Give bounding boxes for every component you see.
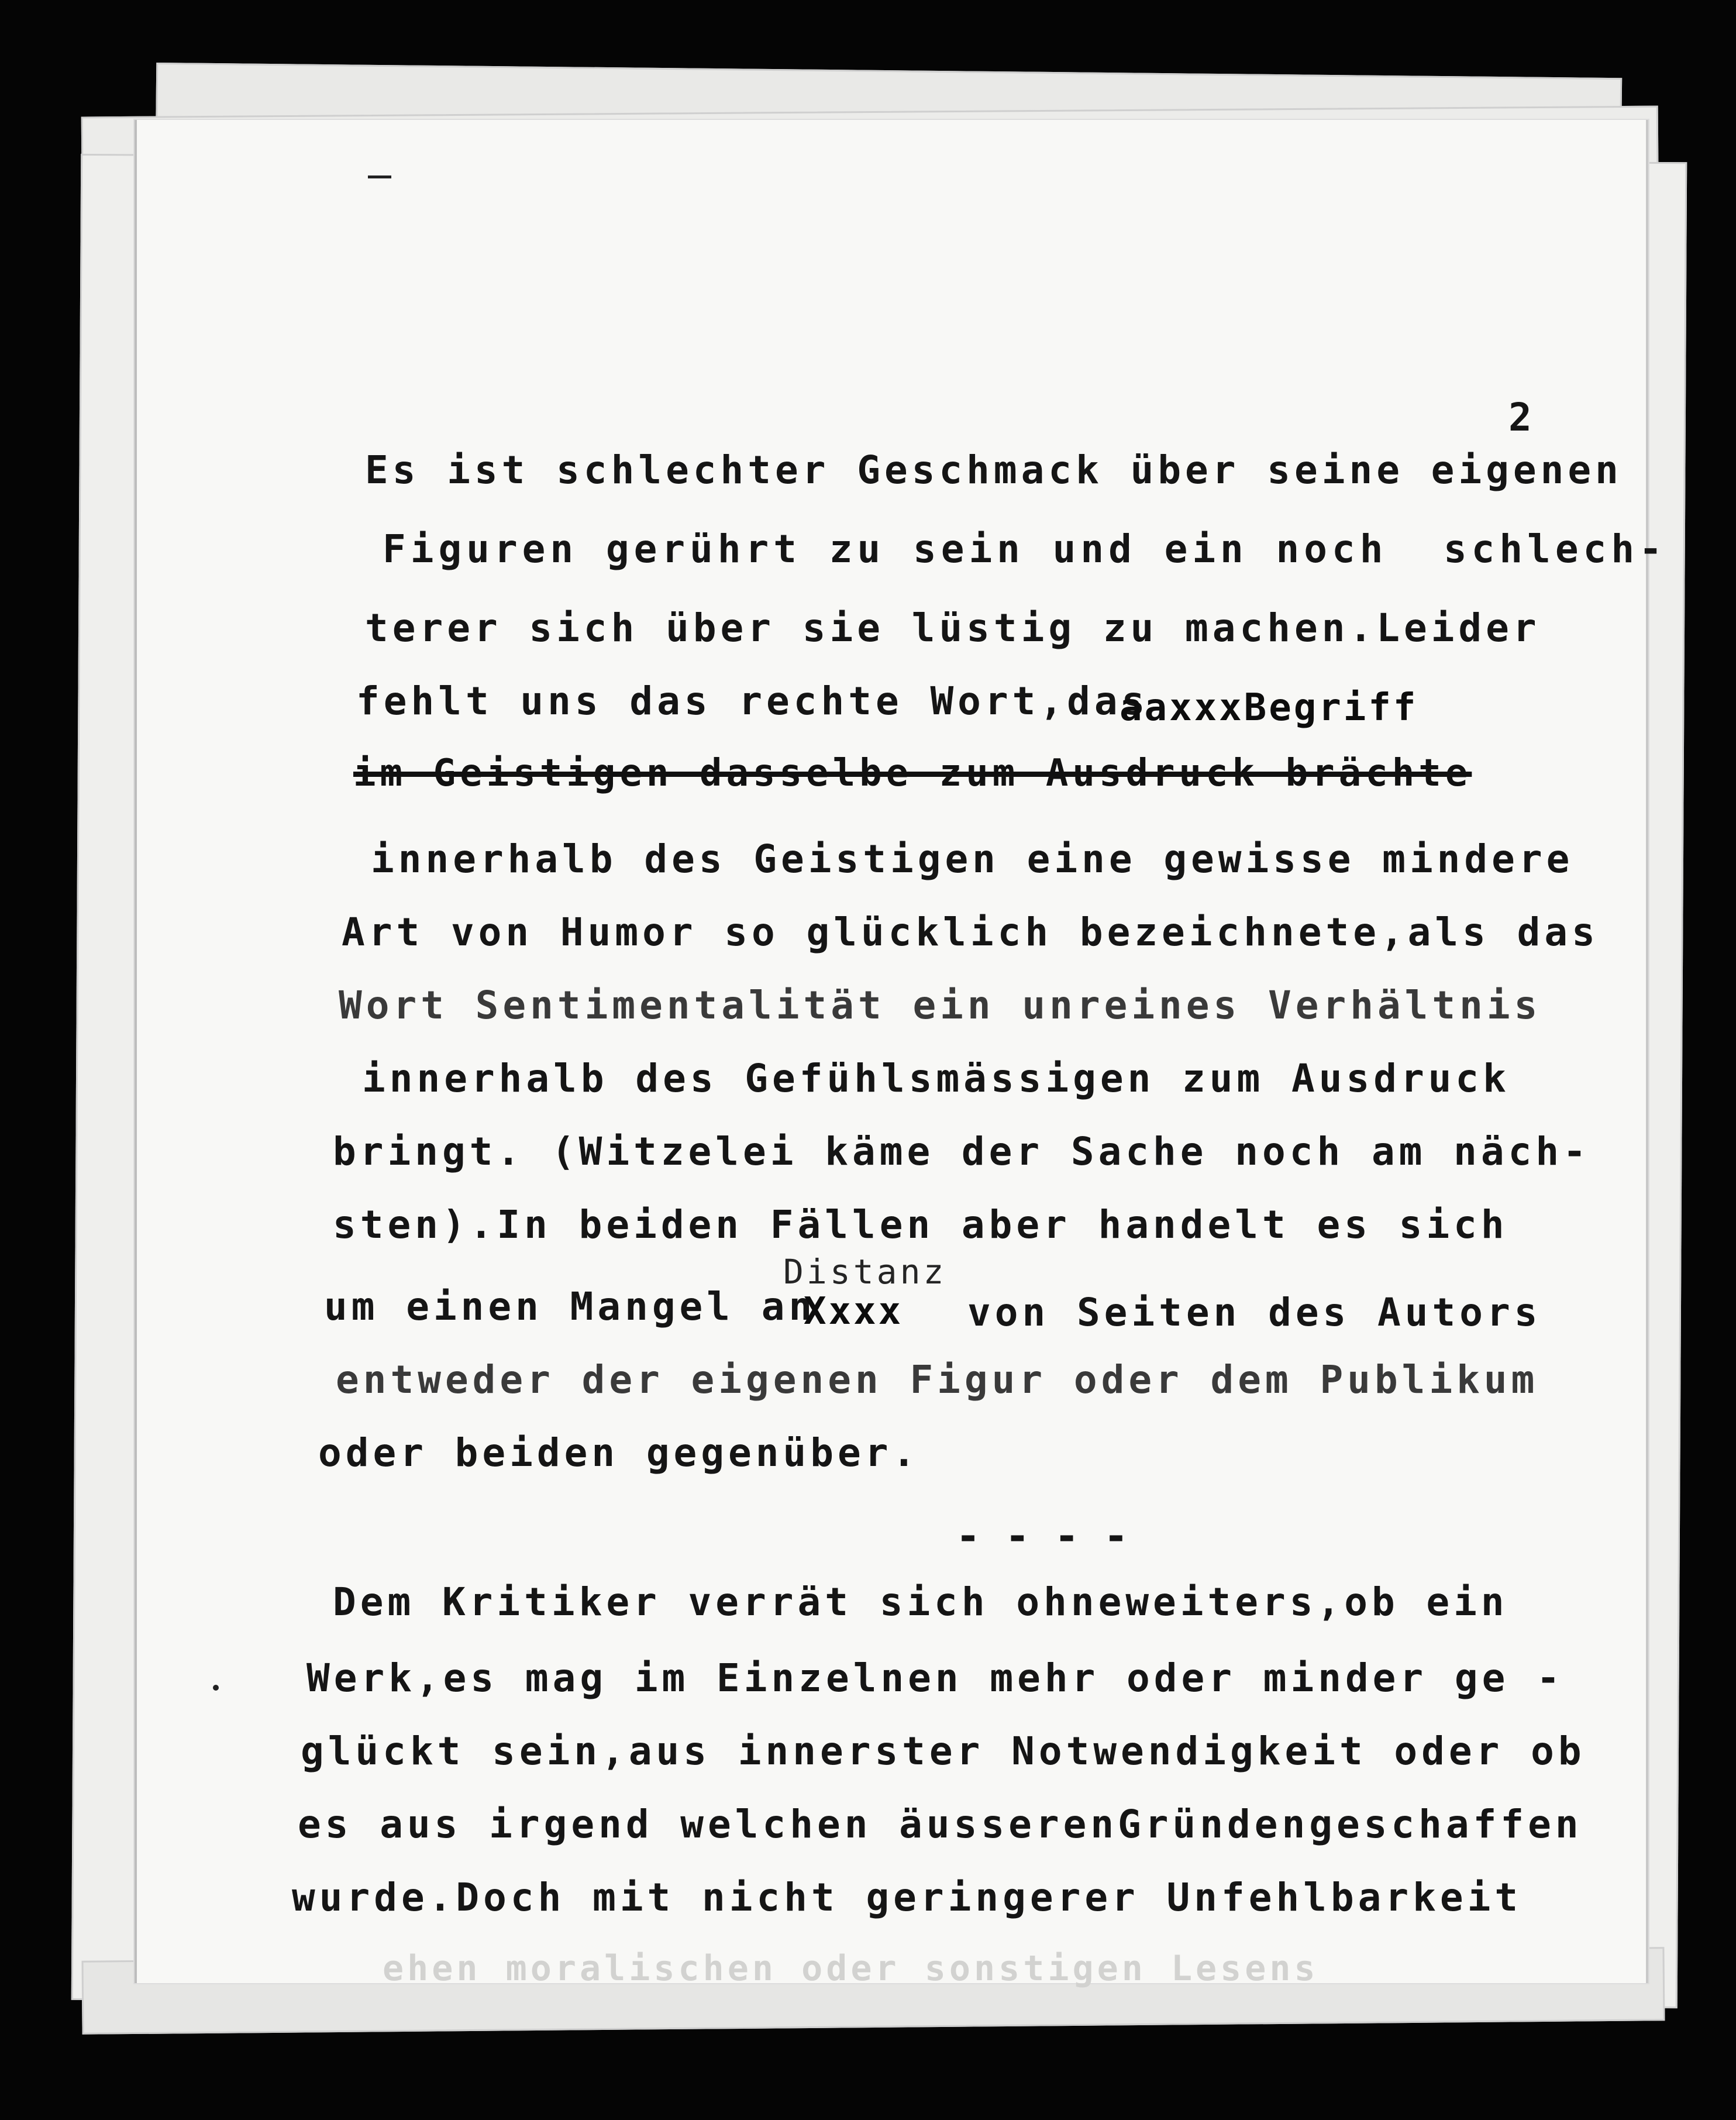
handwritten-insertion: Distanz: [783, 1252, 947, 1292]
typed-page: [135, 120, 1667, 1989]
text-line-18: es aus irgend welchen äusserenGründengeschaffen: [298, 1802, 1583, 1847]
text-line-9: innerhalb des Gefühlsmässigen zum Ausdruck: [362, 1056, 1510, 1101]
text-line-19: wurde.Doch mit nicht geringerer Unfehlbarkeit: [292, 1875, 1523, 1920]
text-line-13: entweder der eigenen Figur oder dem Publikum: [336, 1357, 1539, 1402]
crossed-out-word: aaxxxBegriff: [1120, 686, 1418, 729]
text-line-12a: um einen Mangel an: [324, 1284, 817, 1329]
text-line-10: bringt. (Witzelei käme der Sache noch am näch-: [333, 1129, 1590, 1174]
text-line-1: Es ist schlechter Geschmack über seine eigenen: [365, 448, 1623, 493]
text-line-8: Wort Sentimentalität ein unreines Verhältnis: [339, 983, 1542, 1028]
text-line-17: glückt sein,aus innerster Notwendigkeit oder ob: [301, 1729, 1586, 1774]
text-line-15: Dem Kritiker verrät sich ohneweiters,ob ein: [333, 1579, 1508, 1625]
text-line-14: oder beiden gegenüber.: [318, 1430, 920, 1475]
text-line-6: innerhalb des Geistigen eine gewisse mindere: [371, 837, 1574, 882]
ink-mark: [368, 175, 391, 178]
page-number: 2: [1508, 395, 1532, 440]
text-line-7: Art von Humor so glücklich bezeichnete,als das: [342, 910, 1599, 955]
section-separator: - - - -: [956, 1512, 1129, 1560]
text-line-11: sten).In beiden Fällen aber handelt es sich: [333, 1202, 1508, 1247]
ink-mark: [1508, 415, 1512, 419]
text-line-16: Werk,es mag im Einzelnen mehr oder minder ge -: [306, 1656, 1564, 1701]
text-line-3: terer sich über sie lüstig zu machen.Leider: [365, 605, 1541, 651]
text-line-2: Figuren gerührt zu sein und ein noch schlech-: [383, 526, 1667, 572]
crossed-out-word: Xxxx: [804, 1290, 904, 1333]
text-line-4: fehlt uns das rechte Wort,das: [356, 679, 1149, 724]
ink-dot: [213, 1685, 219, 1691]
text-line-12b: von Seiten des Autors: [967, 1290, 1542, 1335]
bleed-through-text: ehen moralischen oder sonstigen Lesens: [383, 1948, 1319, 1989]
struck-through-line: im Geistigen dasselbe zum Ausdruck brächte: [353, 752, 1472, 795]
